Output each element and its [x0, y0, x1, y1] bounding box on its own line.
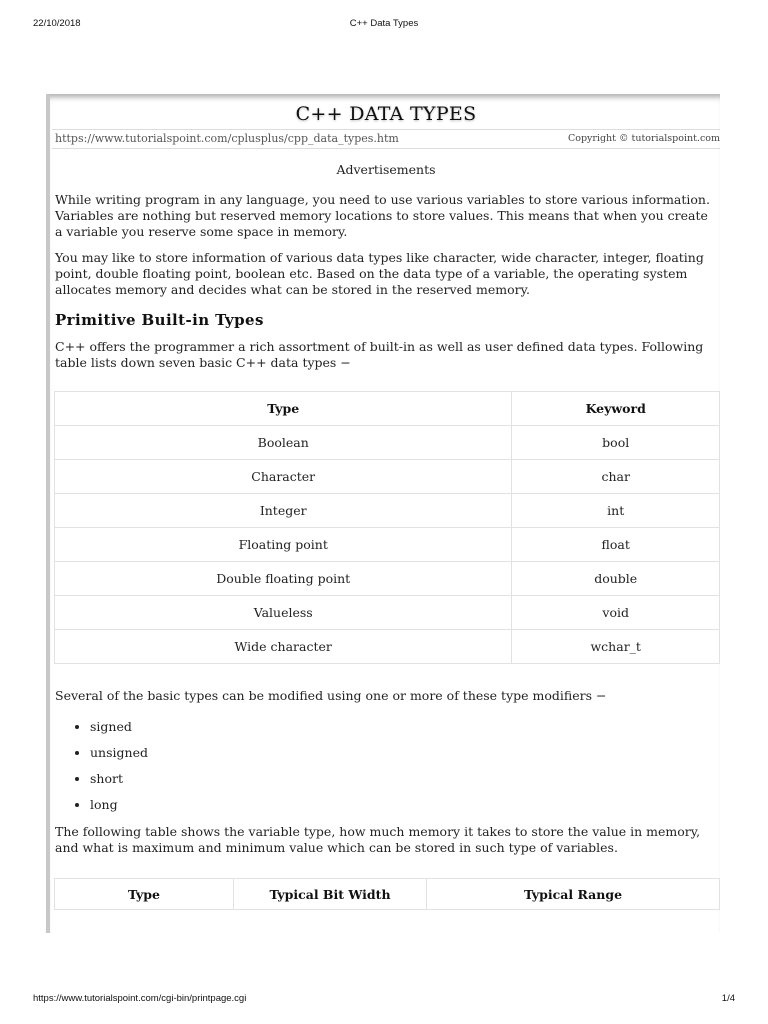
table-row: [55, 528, 720, 562]
print-title: C++ Data Types: [349, 18, 419, 29]
source-url-link[interactable]: https://www.tutorialspoint.com/cplusplus/cpp_data_types.htm: [55, 132, 399, 145]
page-number: 1/4: [721, 993, 735, 1004]
keyword-cell: int: [512, 494, 720, 528]
modifiers-list: [52, 714, 720, 818]
type-cell: Character: [55, 460, 512, 494]
type-cell: Wide character: [55, 630, 512, 664]
table-header-row: [55, 879, 720, 910]
type-cell: Integer: [55, 494, 512, 528]
column-header-range: Typical Range: [427, 879, 720, 910]
keyword-cell: float: [512, 528, 720, 562]
modifiers-paragraph: Several of the basic types can be modified using one or more of these type modifiers −: [55, 688, 607, 703]
keyword-cell: bool: [512, 426, 720, 460]
column-header-keyword: Keyword: [512, 392, 720, 426]
table-row: [55, 630, 720, 664]
section-heading-text: Primitive Built-in Types: [55, 311, 264, 329]
print-url: https://www.tutorialspoint.com/cgi-bin/printpage.cgi: [33, 993, 247, 1004]
table-row: [55, 494, 720, 528]
list-item: • signed: [90, 714, 720, 740]
keyword-cell: wchar_t: [512, 630, 720, 664]
advertisements-label: Advertisements: [336, 162, 436, 177]
table-row: [55, 596, 720, 630]
range-table: [54, 878, 720, 910]
list-item: • short: [90, 766, 720, 792]
table-row: [55, 460, 720, 494]
type-cell: Double floating point: [55, 562, 512, 596]
document-page: [46, 94, 720, 933]
builtin-paragraph: C++ offers the programmer a rich assortment of built-in as well as user defined data types. Following table lists down seven basic C++ data types −: [55, 339, 704, 370]
keyword-cell: double: [512, 562, 720, 596]
list-item: • long: [90, 792, 720, 818]
table-header-row: [55, 392, 720, 426]
column-header-type: Type: [55, 392, 512, 426]
print-footer: [0, 993, 768, 1007]
types-table: [54, 391, 720, 664]
table-row: [55, 562, 720, 596]
types-paragraph: You may like to store information of various data types like character, wide character, integer, floating point, double floating point, boolean etc. Based on the data type of a variable, the operating system allocates memory and decides what can be stored in the reserved memory.: [55, 250, 704, 297]
print-date: 22/10/2018: [33, 18, 81, 29]
keyword-cell: char: [512, 460, 720, 494]
table-row: [55, 426, 720, 460]
type-cell: Floating point: [55, 528, 512, 562]
keyword-cell: void: [512, 596, 720, 630]
column-header-type: Type: [55, 879, 234, 910]
copyright-notice: Copyright © tutorialspoint.com: [567, 133, 720, 144]
list-item: • unsigned: [90, 740, 720, 766]
page-title: C++ DATA TYPES: [295, 103, 477, 125]
type-cell: Boolean: [55, 426, 512, 460]
range-paragraph: The following table shows the variable type, how much memory it takes to store the value in memory, and what is maximum and minimum value which can be stored in such type of variables.: [55, 824, 701, 855]
print-header: [0, 18, 768, 32]
column-header-bit-width: Typical Bit Width: [234, 879, 427, 910]
intro-paragraph: While writing program in any language, you need to use various variables to store various information. Variables are nothing but reserved memory locations to store values. This means that when you create a variable you reserve some space in memory.: [55, 192, 710, 239]
type-cell: Valueless: [55, 596, 512, 630]
section-heading-primitive: [55, 311, 720, 329]
meta-row: [52, 129, 720, 149]
